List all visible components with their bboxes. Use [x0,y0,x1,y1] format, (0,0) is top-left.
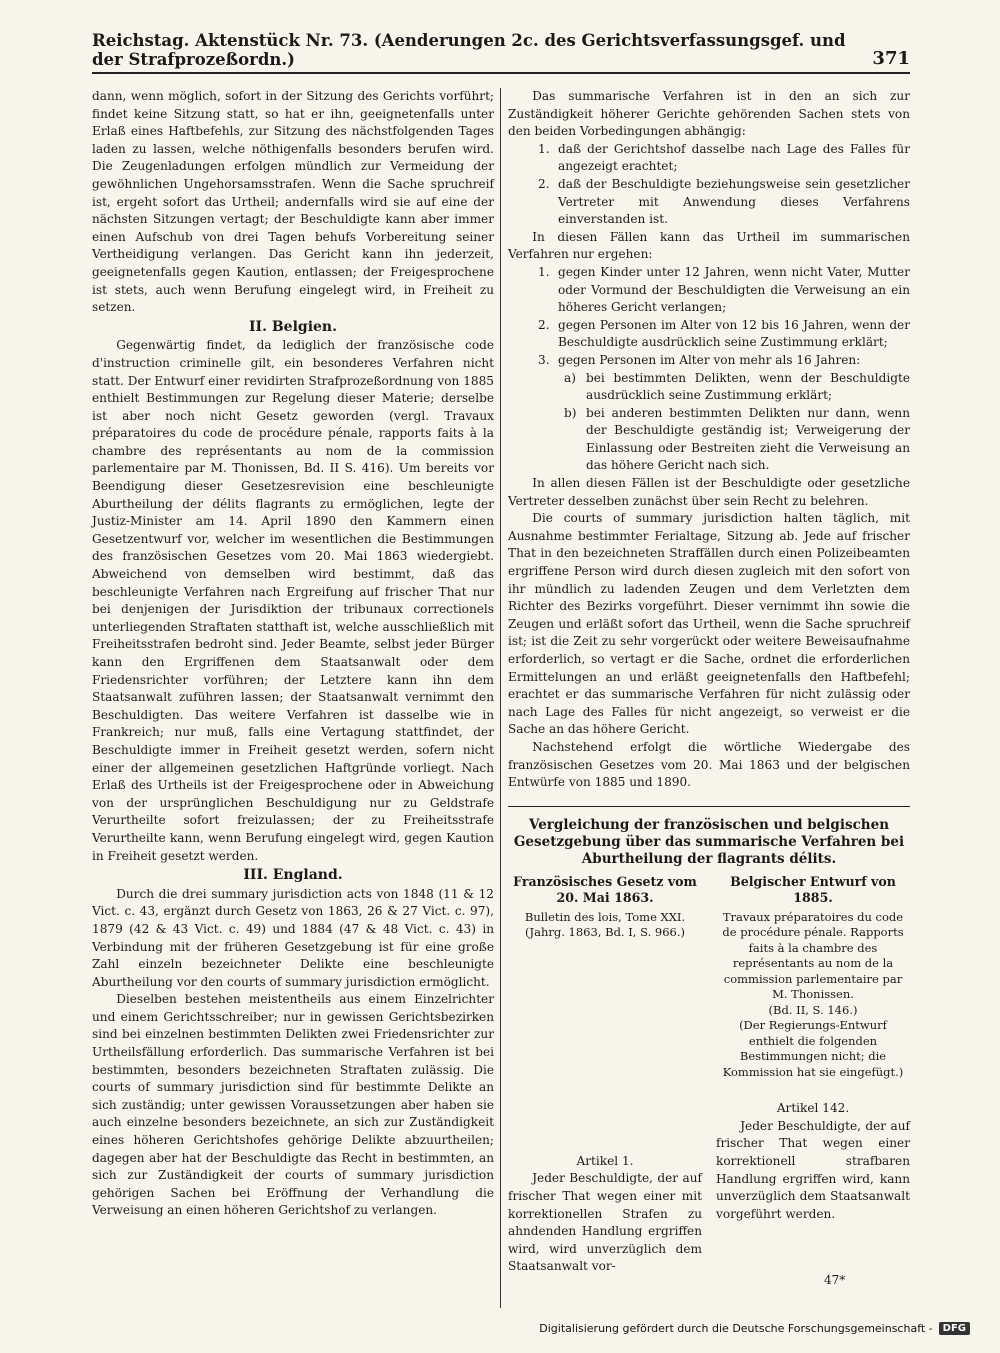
french-article-title: Artikel 1. [576,1153,634,1168]
paragraph: Dieselben bestehen meistentheils aus einem Einzelrichter und einem Gerichtsschreiber; nur in gewissen Gerichtsbezirken sind bei einzelnen bestimmten Delikten zwei Friedensrichter zur Urtheilsfällung erforderlich. Das summarische Verfahren ist bei bestimmten, besonders bezeichneten Straftaten zulässig. Die courts of summary jurisdiction sind für bestimmte Delikte an sich zuständig; unter gewissen Voraussetzungen aber haben sie auch einzelne besonders bezeichnete, an sich zur Zuständigkeit eines höheren Gerichtshofes gehörige Delikte abzuurtheilen; dagegen aber hat der Beschuldigte das Recht in bestimmten, an sich zur Zuständigkeit der courts of summary jurisdiction gehörigen Sachen bei Eröffnung der Verhandlung die Verweisung an einen höheren Gerichtshof zu verlangen. [92,992,494,1218]
dfg-logo-icon: DFG [939,1322,970,1335]
list-text: bei anderen bestimmten Delikten nur dann, wenn der Beschuldigte geständig ist; Verweigerung der Einlassung oder Bestreiten zieht die Verweisung an das höhere Gericht nach sich. [586,405,910,473]
page-number: 371 [872,48,910,69]
list-text: bei bestimmten Delikten, wenn der Beschuldigte ausdrücklich seine Zustimmung erklärt; [586,370,910,403]
case-list [508,264,910,370]
french-column [508,874,702,1276]
list-text: gegen Personen im Alter von 12 bis 16 Jahren, wenn der Beschuldigte ausdrücklich seine Zustimmung erklärt; [558,317,910,350]
list-item [508,370,910,405]
running-header [92,31,910,74]
column-divider [500,88,501,1308]
digitization-footer [539,1322,970,1335]
condition-list [508,141,910,229]
list-text: gegen Kinder unter 12 Jahren, wenn nicht Vater, Mutter oder Vormund der Beschuldigten die Verweisung an ein höheres Gericht verlangen; [558,264,910,315]
comparison-heading: Vergleichung der französischen und belgischen Gesetzgebung über das summarische Verfahren bei Aburtheilung der flagrants délits. [513,816,905,867]
paragraph: Durch die drei summary jurisdiction acts von 1848 (11 & 12 Vict. c. 43, ergänzt durch Gesetz von 1863, 26 & 27 Vict. c. 97), 1879 (42 & 43 Vict. c. 49) und 1884 (47 & 48 Vict. c. 43) in Verbindung mit der früheren Gesetzgebung ist für eine große Zahl einzeln bezeichneter Delikte eine beschleunigte Aburtheilung vor den courts of summary jurisdiction ermöglicht. [92,886,494,989]
list-item [508,264,910,317]
belgian-reference: (Bd. II, S. 146.) [768,1002,858,1017]
paragraph: In diesen Fällen kann das Urtheil im summarischen Verfahren nur ergehen: [508,229,910,262]
french-law-heading: Französisches Gesetz vom 20. Mai 1863. [513,873,697,905]
french-source: Bulletin des lois, Tome XXI. (Jahrg. 1863, Bd. I, S. 966.) [524,909,686,940]
paragraph: dann, wenn möglich, sofort in der Sitzung des Gerichts vorführt; findet keine Sitzung statt, so hat er ihn, geeignetenfalls unter Erlaß eines Haftbefehls, zur Sitzung des nächstfolgenden Tages laden zu lassen, welche nöthigenfalls besonders berufen wird. Die Zeugenladungen erfolgen mündlich zur Vermeidung der gewöhnlichen Ungehorsamsstrafen. Wenn die Sache spruchreif ist, ergeht sofort das Urtheil; andernfalls wird sie auf eine der nächsten Sitzungen vertagt; der Beschuldigte kann aber immer einen Aufschub von drei Tagen behufs Vorbereitung seiner Vertheidigung verlangen. Das Gericht kann ihn jederzeit, geeignetenfalls gegen Kaution, entlassen; der Freigesprochene ist stets, auch wenn Berufung eingelegt wird, in Freiheit zu setzen. [92,89,494,315]
footer-text: Digitalisierung gefördert durch die Deutsche Forschungsgemeinschaft - [539,1322,933,1335]
belgian-note: (Der Regierungs-Entwurf enthielt die folgenden Bestimmungen nicht; die Kommission hat sie eingefügt.) [722,1018,904,1079]
paragraph: Nachstehend erfolgt die wörtliche Wiedergabe des französischen Gesetzes vom 20. Mai 1863 und der belgischen Entwürfe von 1885 und 1890. [508,739,910,790]
paragraph: Gegenwärtig findet, da lediglich der französische code d'instruction criminelle gilt, ein besonderes Verfahren nicht statt. Der Entwurf einer revidirten Strafprozeßordnung von 1885 enthielt Bestimmungen zur Regelung dieser Materie; derselbe ist aber noch nicht Gesetz geworden (vergl. Travaux préparatoires du code de procédure pénale, rapports faits à la chambre des représentants au nom de la commission parlementaire par M. Thonissen, Bd. II S. 416). Um bereits vor Beendigung dieser Gesetzesrevision eine beschleunigte Aburtheilung der délits flagrants zu ermöglichen, legte der Justiz-Minister am 14. April 1890 den Kammern einen Gesetzentwurf vor, welcher im wesentlichen die Bestimmungen des französischen Gesetzes vom 20. Mai 1863 wiedergiebt. Abweichend von demselben wird bestimmt, daß das beschleunigte Verfahren nach Ergreifung auf frischer That nur bei denjenigen der Jurisdiktion der tribunaux correctionels unterliegenden Straftaten statthaft ist, welche ausschließlich mit Freiheitsstrafen bedroht sind. Jeder Beamte, selbst jeder Bürger kann den Ergriffenen dem Staatsanwalt oder dem Friedensrichter vorführen; der Letztere kann ihn dem Staatsanwalt zuführen lassen; der Staatsanwalt vernimmt den Beschuldigten. Das weitere Verfahren ist dasselbe wie in Frankreich; nur muß, falls eine Vertagung stattfindet, der Beschuldigte immer in Freiheit gesetzt werden, sofern nicht einer der allgemeinen gesetzlichen Haftgründe vorliegt. Nach Erlaß des Urtheils ist der Freigesprochene oder in Abweichung von der ursprünglichen Beschuldigung nur zu Geldstrafe Verurtheilte sofort freizulassen; der zu Freiheitsstrafe Verurtheilte kann, wenn Berufung eingelegt wird, gegen Kaution in Freiheit gesetzt werden. [92,338,494,863]
list-number: 3. [538,352,550,367]
left-column [92,88,494,1220]
right-column [508,88,910,1276]
list-number: b) [564,405,577,420]
belgian-article-text: Jeder Beschuldigte, der auf frischer That wegen einer korrektionell strafbaren Handlung ergriffen wird, kann unverzüglich dem Staatsanwalt vorgeführt werden. [716,1118,910,1221]
sub-case-list [508,370,910,476]
belgian-source: Travaux préparatoires du code de procédure pénale. Rapports faits à la chambre des représentants au nom de la commission parlementaire par M. Thonissen. [722,909,904,1002]
list-number: 2. [538,317,550,332]
belgian-draft-heading: Belgischer Entwurf von 1885. [730,873,896,905]
spacer [508,941,702,1147]
signature-mark: 47* [824,1273,846,1287]
section-rule [508,806,910,807]
list-number: 2. [538,176,550,191]
list-item [508,352,910,370]
paragraph: Das summarische Verfahren ist in den an sich zur Zuständigkeit höherer Gerichte gehörenden Sachen stets von den beiden Vorbedingungen abhängig: [508,89,910,139]
list-text: gegen Personen im Alter von mehr als 16 Jahren: [558,352,861,367]
section-heading-belgien: II. Belgien. [249,318,337,335]
paragraph: In allen diesen Fällen ist der Beschuldigte oder gesetzliche Vertreter desselben zunächst über sein Recht zu belehren. [508,476,910,508]
list-number: 1. [538,264,550,279]
french-article-text: Jeder Beschuldigte, der auf frischer That wegen einer mit korrektionellen Strafen zu ahndenden Handlung ergriffen wird, wird unverzüglich dem Staatsanwalt vor- [508,1171,702,1274]
list-item [508,176,910,229]
paragraph: Die courts of summary jurisdiction halten täglich, mit Ausnahme bestimmter Ferialtage, Sitzung ab. Jede auf frischer That in den bezeichneten Straffällen durch einen Polizeibeamten ergriffene Person wird durch diesen zugleich mit den sofort von ihr mündlich zu ladenden Zeugen und dem Verletzten dem Richter des Bezirks vorgeführt. Dieser vernimmt ihn sowie die Zeugen und erläßt sofort das Urtheil, wenn die Sache spruchreif ist; ist die Zeit zu sehr vorgerückt oder weitere Beweisaufnahme erforderlich, so vertagt er die Sache, ordnet die erforderlichen Ermittelungen an und erläßt geeignetenfalls den Haftbefehl; erachtet er das summarische Verfahren für nicht zulässig oder nach Lage des Falles für nicht angezeigt, so verweist er die Sache an das höhere Gericht. [508,511,910,737]
section-heading-england: III. England. [243,867,343,884]
list-number: 1. [538,141,550,156]
list-number: a) [564,370,576,385]
list-item [508,405,910,475]
belgian-article-title: Artikel 142. [776,1101,850,1116]
header-title: Reichstag. Aktenstück Nr. 73. (Aenderungen 2c. des Gerichtsverfassungsgef. und der Strafprozeßordn.) [92,31,846,69]
belgian-column [716,874,910,1276]
list-item [508,141,910,176]
list-item [508,317,910,352]
spacer [716,1080,910,1094]
list-text: daß der Gerichtshof dasselbe nach Lage des Falles für angezeigt erachtet; [558,141,910,174]
comparison-columns [508,874,910,1276]
list-text: daß der Beschuldigte beziehungsweise sein gesetzlicher Vertreter mit Anwendung dieses Verfahrens einverstanden ist. [558,176,910,227]
